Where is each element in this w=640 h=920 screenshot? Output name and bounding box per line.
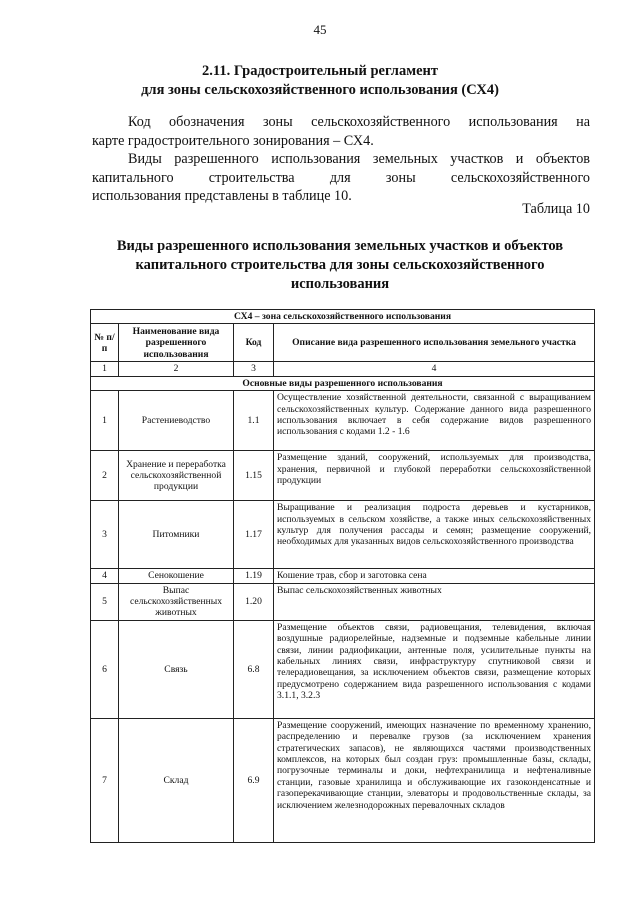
section-heading-line-1: 2.11. Градостроительный регламент bbox=[202, 63, 438, 79]
zone-header: СХ4 – зона сельскохозяйственного использования bbox=[91, 310, 595, 324]
row-num: 3 bbox=[91, 501, 119, 569]
page-number: 45 bbox=[313, 22, 327, 37]
table-row bbox=[91, 451, 595, 501]
row-code: 1.17 bbox=[234, 501, 274, 569]
table-title-line-1: Виды разрешенного использования земельных участков и объектов bbox=[116, 238, 564, 254]
col-number: 1 bbox=[91, 362, 119, 376]
zone-code-paragraph bbox=[92, 113, 590, 150]
col-header-code: Код bbox=[234, 324, 274, 362]
row-desc: Выпас сельскохозяйственных животных bbox=[274, 583, 595, 620]
section-title: Основные виды разрешенного использования bbox=[91, 376, 595, 390]
row-desc: Размещение зданий, сооружений, используемых для производства, хранения, первичной и глубокой переработки сельскохозяйственной продукции bbox=[274, 451, 595, 501]
permitted-uses-paragraph-line-2: капитального строительства для зоны сельскохозяйственного bbox=[92, 169, 590, 186]
zone-code-paragraph-line-1: Код обозначения зоны сельскохозяйственного использования на bbox=[128, 114, 590, 130]
row-name: Растениеводство bbox=[119, 391, 234, 451]
section-heading bbox=[0, 62, 640, 100]
permitted-uses-paragraph-line-1: Виды разрешенного использования земельных участков и объектов bbox=[128, 151, 590, 167]
row-code: 1.19 bbox=[234, 569, 274, 583]
row-code: 6.8 bbox=[234, 620, 274, 718]
col-header-name: Наименование вида разрешенного использования bbox=[119, 324, 234, 362]
row-desc: Размещение сооружений, имеющих назначение по временному хранению, распределению и перевалке грузов (за исключением хранения стратегических запасов), не являющихся частями производственных комплексов, на которых был создан груз: промышленные базы, склады, погрузочные терминалы и доки, нефтехранилища и нефтеналивные станции, газовые хранилища и обслуживающие их газоконденсатные и газоперекачивающие станции, элеваторы и продовольственные склады, за исключением железнодорожных перевалочных складов bbox=[274, 718, 595, 842]
col-header-desc: Описание вида разрешенного использования земельного участка bbox=[274, 324, 595, 362]
col-header-num: № п/п bbox=[91, 324, 119, 362]
row-name: Сенокошение bbox=[119, 569, 234, 583]
table-row bbox=[91, 501, 595, 569]
row-name: Хранение и переработка сельскохозяйственной продукции bbox=[119, 451, 234, 501]
table-title bbox=[80, 237, 600, 294]
table-row bbox=[91, 391, 595, 451]
row-num: 5 bbox=[91, 583, 119, 620]
section-heading-line-2: для зоны сельскохозяйственного использования (СХ4) bbox=[141, 82, 499, 98]
row-name: Склад bbox=[119, 718, 234, 842]
row-name: Связь bbox=[119, 620, 234, 718]
table-label: Таблица 10 bbox=[522, 201, 590, 217]
permitted-uses-paragraph-line-3: использования представлены в таблице 10. bbox=[92, 188, 352, 204]
row-code: 6.9 bbox=[234, 718, 274, 842]
table-row bbox=[91, 583, 595, 620]
table-title-line-3: использования bbox=[290, 276, 390, 292]
row-name: Выпас сельскохозяйственных животных bbox=[119, 583, 234, 620]
row-code: 1.20 bbox=[234, 583, 274, 620]
row-num: 7 bbox=[91, 718, 119, 842]
zone-code-paragraph-line-2: карте градостроительного зонирования – СХ4. bbox=[92, 132, 374, 149]
permitted-uses-paragraph bbox=[92, 150, 590, 206]
row-desc: Осуществление хозяйственной деятельности, связанной с выращиванием сельскохозяйственных культур. Содержание данного вида разрешенного использования включает в себя содержание видов разрешенного использования с кодами 1.2 - 1.6 bbox=[274, 391, 595, 451]
row-name: Питомники bbox=[119, 501, 234, 569]
row-desc: Размещение объектов связи, радиовещания, телевидения, включая воздушные радиорелейные, надземные и подземные кабельные линии связи, линии радиофикации, антенные поля, усилительные пункты на кабельных линиях связи, инфраструктуру спутниковой связи и телерадиовещания, за исключением объектов связи, размещение которых предусмотрено содержанием вида разрешенного использования с кодами 3.1.1, 3.2.3 bbox=[274, 620, 595, 718]
col-number: 4 bbox=[274, 362, 595, 376]
row-desc: Кошение трав, сбор и заготовка сена bbox=[274, 569, 595, 583]
row-num: 4 bbox=[91, 569, 119, 583]
col-number: 2 bbox=[119, 362, 234, 376]
col-number: 3 bbox=[234, 362, 274, 376]
row-num: 6 bbox=[91, 620, 119, 718]
table-title-line-2: капитального строительства для зоны сельскохозяйственного bbox=[135, 257, 545, 273]
row-desc: Выращивание и реализация подроста деревьев и кустарников, используемых в сельском хозяйстве, а также иных сельскохозяйственных культур для получения рассады и семян; размещение сооружений, необходимых для указанных видов сельскохозяйственного производства bbox=[274, 501, 595, 569]
row-code: 1.15 bbox=[234, 451, 274, 501]
row-code: 1.1 bbox=[234, 391, 274, 451]
table-row bbox=[91, 718, 595, 842]
permitted-uses-table bbox=[90, 309, 595, 843]
table-row bbox=[91, 620, 595, 718]
table-row bbox=[91, 569, 595, 583]
row-num: 1 bbox=[91, 391, 119, 451]
row-num: 2 bbox=[91, 451, 119, 501]
